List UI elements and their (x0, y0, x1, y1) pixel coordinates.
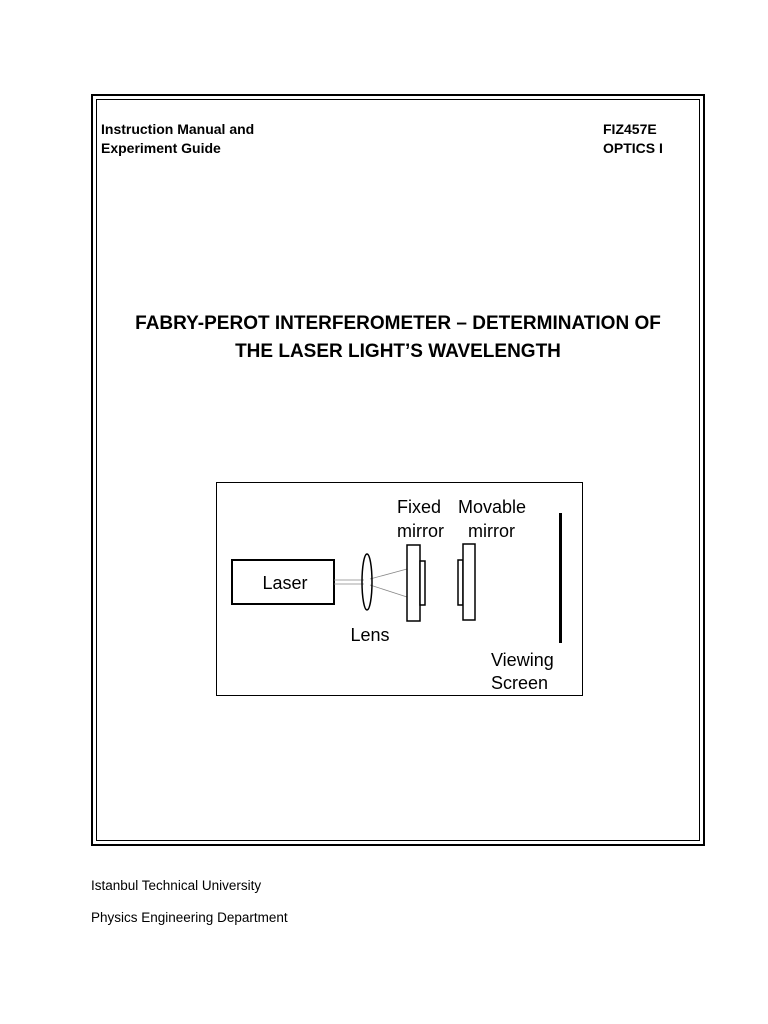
movable-mirror-mount (463, 544, 475, 620)
fixed-mirror-label-2: mirror (397, 521, 444, 541)
experiment-setup-diagram (216, 482, 583, 696)
lens-label: Lens (350, 625, 390, 645)
manual-header (101, 120, 254, 158)
fixed-mirror-mount (407, 545, 420, 621)
beam-diverge-lower (370, 585, 407, 597)
lens-shape (362, 554, 372, 610)
fixed-mirror-glass (420, 561, 425, 605)
setup-diagram-svg (217, 483, 584, 697)
manual-header-line2: Experiment Guide (101, 140, 221, 156)
fixed-mirror-label-1: Fixed (397, 497, 442, 517)
manual-header-line1: Instruction Manual and (101, 121, 255, 137)
page-border-inner (96, 99, 700, 841)
movable-mirror-label-1: Movable (458, 497, 527, 517)
title-line1: FABRY-PEROT INTERFEROMETER – DETERMINATION OF (135, 313, 661, 334)
course-name: OPTICS I (603, 140, 663, 156)
screen-label-1: Viewing (491, 650, 554, 670)
university-name: Istanbul Technical University (91, 878, 262, 893)
beam-diverge-upper (370, 569, 407, 579)
title-line2: THE LASER LIGHT’S WAVELENGTH (235, 341, 561, 362)
department-name: Physics Engineering Department (91, 910, 288, 925)
document-title (96, 310, 700, 366)
laser-label: Laser (262, 573, 308, 593)
screen-label-2: Screen (491, 673, 549, 693)
viewing-screen (559, 513, 562, 643)
course-header (603, 120, 663, 158)
course-code: FIZ457E (603, 121, 657, 137)
movable-mirror-label-2: mirror (468, 521, 515, 541)
